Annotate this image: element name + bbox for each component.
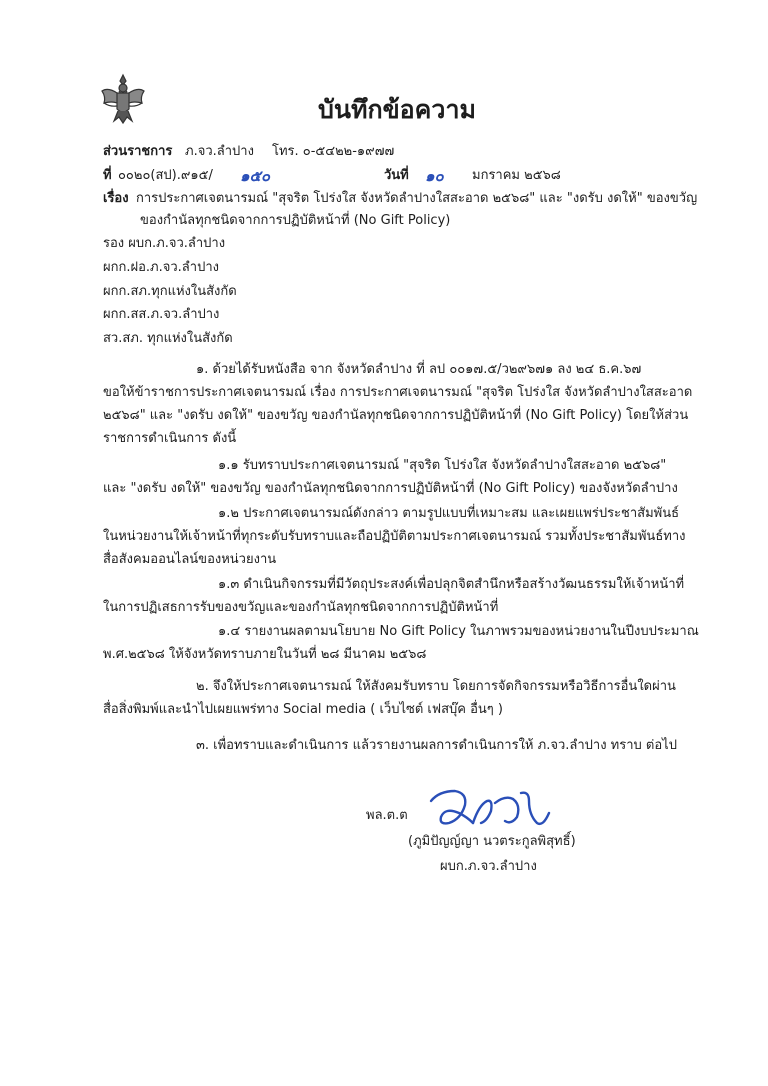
para-1-line: ๑. ด้วยได้รับหนังสือ จาก จังหวัดลำปาง ที่ ลป ๐๐๑๗.๕/ว๒๙๖๗๑ ลง ๒๔ ธ.ค.๖๗ [196,362,642,377]
recipient-item: ผกก.สส.ภ.จว.ลำปาง [103,307,220,322]
subject-line-2: ของกำนัลทุกชนิดจากการปฏิบัติหน้าที่ (No Gift Policy) [140,213,451,228]
para-1-line: ขอให้ข้าราชการประกาศเจตนารมณ์ เรื่อง การประกาศเจตนารมณ์ "สุจริต โปร่งใส จังหวัดลำปางใสสะอาด [103,385,693,400]
agency-label: ส่วนราชการ [103,144,173,159]
para-1-3-line: ๑.๓ ดำเนินกิจกรรมที่มีวัตถุประสงค์เพื่อปลุกจิตสำนึกหรือสร้างวัฒนธรรมให้เจ้าหน้าที่ [218,577,685,592]
para-1-line: ราชการดำเนินการ ดังนี้ [103,431,237,446]
para-1-2-line: สื่อสังคมออนไลน์ของหน่วยงาน [103,552,277,567]
para-2-line: ๒. จึงให้ประกาศเจตนารมณ์ ให้สังคมรับทราบ โดยการจัดกิจกรรมหรือวิธีการอื่นใดผ่าน [196,679,676,694]
agency-value: ภ.จว.ลำปาง [185,144,254,159]
signature-position: ผบก.ภ.จว.ลำปาง [440,859,537,874]
signature-rank: พล.ต.ต [366,808,408,823]
para-1-1-line: และ "งดรับ งดให้" ของขวัญ ของกำนัลทุกชนิดจากการปฏิบัติหน้าที่ (No Gift Policy) ของจังหวัดลำปาง [103,481,678,496]
date-month-year: มกราคม ๒๕๖๘ [472,168,561,183]
para-1-1-line: ๑.๑ รับทราบประกาศเจตนารมณ์ "สุจริต โปร่งใส จังหวัดลำปางใสสะอาด ๒๕๖๘" [218,458,667,473]
para-1-3-line: ในการปฏิเสธการรับของขวัญและของกำนัลทุกชนิดจากการปฏิบัติหน้าที่ [103,600,499,615]
para-1-2-line: ในหน่วยงานให้เจ้าหน้าที่ทุกระดับรับทราบและถือปฏิบัติตามประกาศเจตนารมณ์ รวมทั้งประชาสัมพันธ์ทาง [103,529,686,544]
para-1-4-line: พ.ศ.๒๕๖๘ ให้จังหวัดทราบภายในวันที่ ๒๘ มีนาคม ๒๕๖๘ [103,647,427,662]
number-value: ๐๐๒๐(สป).๙๑๕/ [118,168,213,183]
recipient-item: ผกก.สภ.ทุกแห่งในสังกัด [103,284,237,299]
subject-label: เรื่อง [103,191,129,206]
agency-phone: โทร. ๐-๕๔๒๒-๑๙๗๗ [272,144,395,159]
number-handwritten: ๑๕๐ [240,167,271,185]
para-1-line: ๒๕๖๘" และ "งดรับ งดให้" ของขวัญ ของกำนัลทุกชนิดจากการปฏิบัติหน้าที่ (No Gift Policy) โดยให้ส่วน [103,408,689,423]
garuda-emblem-icon [100,73,146,125]
recipient-item: สว.สภ. ทุกแห่งในสังกัด [103,331,233,346]
para-2-line: สื่อสิ่งพิมพ์และนำไปเผยแพร่ทาง Social media ( เว็บไซต์ เฟสบุ๊ค อื่นๆ ) [103,702,503,717]
date-day-handwritten: ๑๐ [425,167,444,185]
memo-title: บันทึกข้อความ [318,95,476,124]
number-label: ที่ [103,168,112,183]
subject-line-1: การประกาศเจตนารมณ์ "สุจริต โปร่งใส จังหวัดลำปางใสสะอาด ๒๕๖๘" และ "งดรับ งดให้" ของขวัญ [136,191,698,206]
date-label: วันที่ [384,168,409,183]
signature-name: (ภูมิปัญญ์ญา นวตระกูลพิสุทธิ์) [408,834,576,849]
para-1-2-line: ๑.๒ ประกาศเจตนารมณ์ดังกล่าว ตามรูปแบบที่เหมาะสม และเผยแพร่ประชาสัมพันธ์ [218,506,680,521]
recipient-item: รอง ผบก.ภ.จว.ลำปาง [103,236,226,251]
handwritten-signature-icon [425,783,555,831]
para-1-4-line: ๑.๔ รายงานผลตามนโยบาย No Gift Policy ในภาพรวมของหน่วยงานในปีงบประมาณ [218,624,699,639]
para-3-line: ๓. เพื่อทราบและดำเนินการ แล้วรายงานผลการดำเนินการให้ ภ.จว.ลำปาง ทราบ ต่อไป [196,738,677,753]
recipient-item: ผกก.ฝอ.ภ.จว.ลำปาง [103,260,219,275]
